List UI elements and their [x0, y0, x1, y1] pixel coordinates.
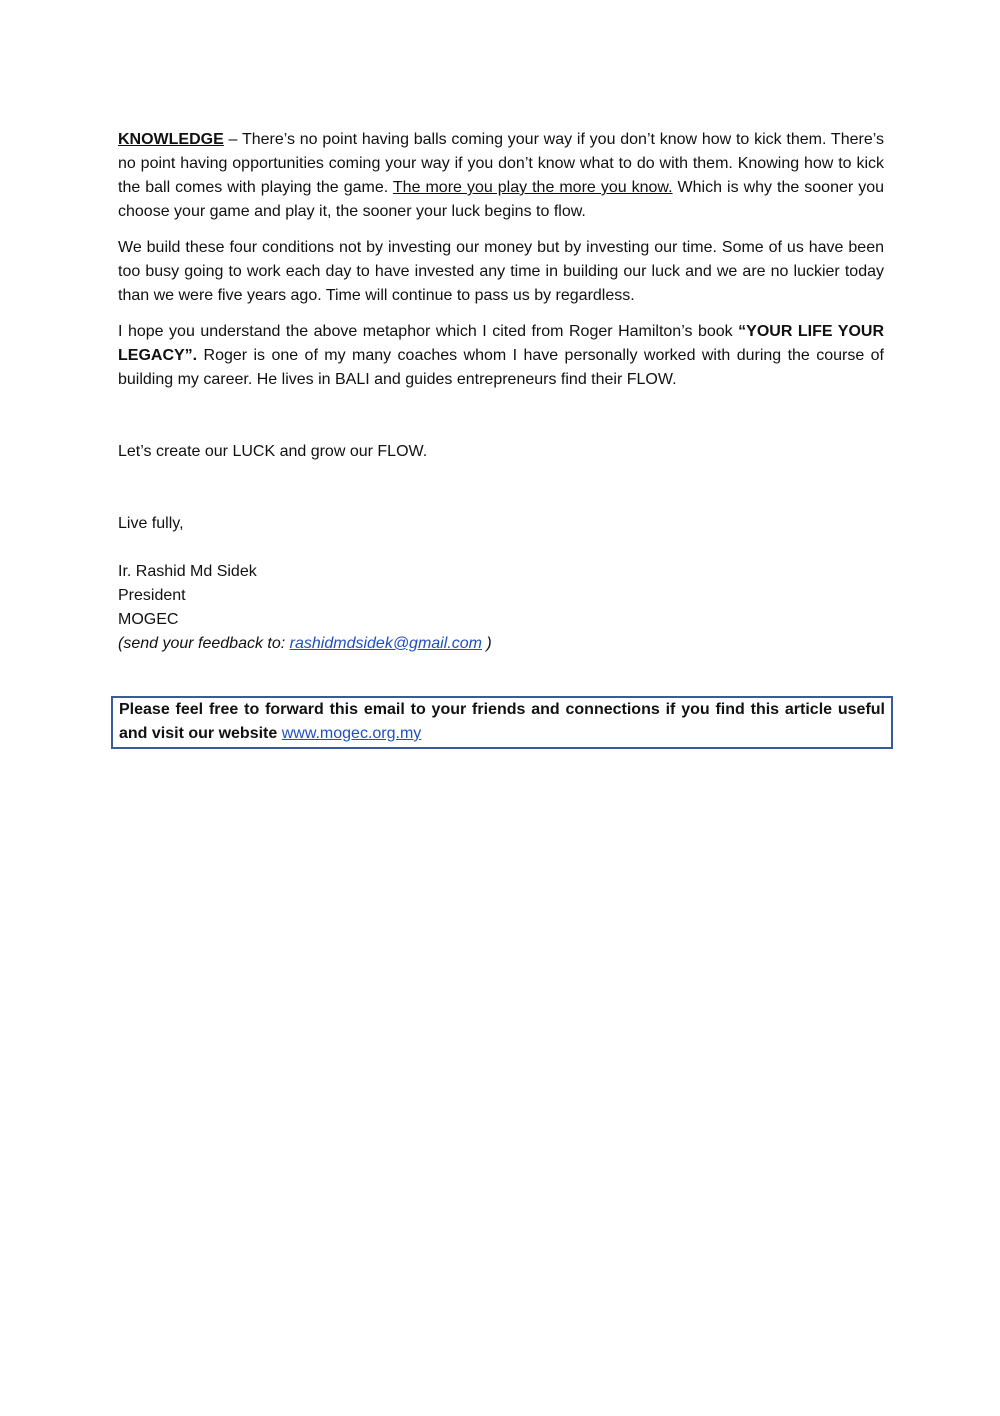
closing-line: Let’s create our LUCK and grow our FLOW. [118, 443, 428, 460]
feedback-prefix: (send your feedback to: [118, 635, 290, 652]
letter-body [118, 128, 884, 656]
forward-notice-box [111, 696, 893, 749]
knowledge-text-1: – There’s no point having balls coming your way if you don’t know how to kick them. There’s no point having opportunities coming your way if you don’t know what to do with them. Knowing how to kick the ball comes with playing the game. [118, 131, 884, 196]
website-link[interactable]: www.mogec.org.my [281, 725, 422, 742]
feedback-suffix: ) [481, 635, 492, 652]
metaphor-text-1: I hope you understand the above metaphor which I cited from Roger Hamilton’s book [118, 323, 739, 340]
book-title: “YOUR LIFE YOUR LEGACY”. [118, 323, 885, 364]
signature-block [118, 560, 884, 656]
knowledge-text-2: Which is why the sooner you choose your game and play it, the sooner your luck begins to flow. [118, 179, 885, 220]
knowledge-underlined: The more you play the more you know. [392, 179, 673, 196]
signature-org: MOGEC [118, 611, 179, 628]
time-paragraph: We build these four conditions not by investing our money but by investing our time. Some of us have been too busy going to work each day to have invested any time in building our luck and we are no luckier today than we were five years ago. Time will continue to pass us by regardless. [118, 239, 884, 304]
signature-name: Ir. Rashid Md Sidek [118, 563, 257, 580]
signature-title: President [118, 587, 186, 604]
spacer [118, 404, 884, 440]
metaphor-text-2: Roger is one of my many coaches whom I have personally worked with during the course of building my career. He lives in BALI and guides entrepreneurs find their FLOW. [118, 347, 884, 388]
feedback-line [118, 632, 884, 656]
metaphor-paragraph [118, 320, 884, 392]
knowledge-paragraph [118, 128, 884, 224]
spacer [118, 476, 884, 512]
signoff: Live fully, [118, 515, 184, 532]
spacer [118, 548, 884, 560]
forward-notice-text: Please feel free to forward this email to your friends and connections if you find this article useful and visit our website [119, 701, 885, 742]
feedback-email-link[interactable]: rashidmdsidek@gmail.com [289, 635, 482, 652]
knowledge-term: KNOWLEDGE [118, 131, 224, 148]
